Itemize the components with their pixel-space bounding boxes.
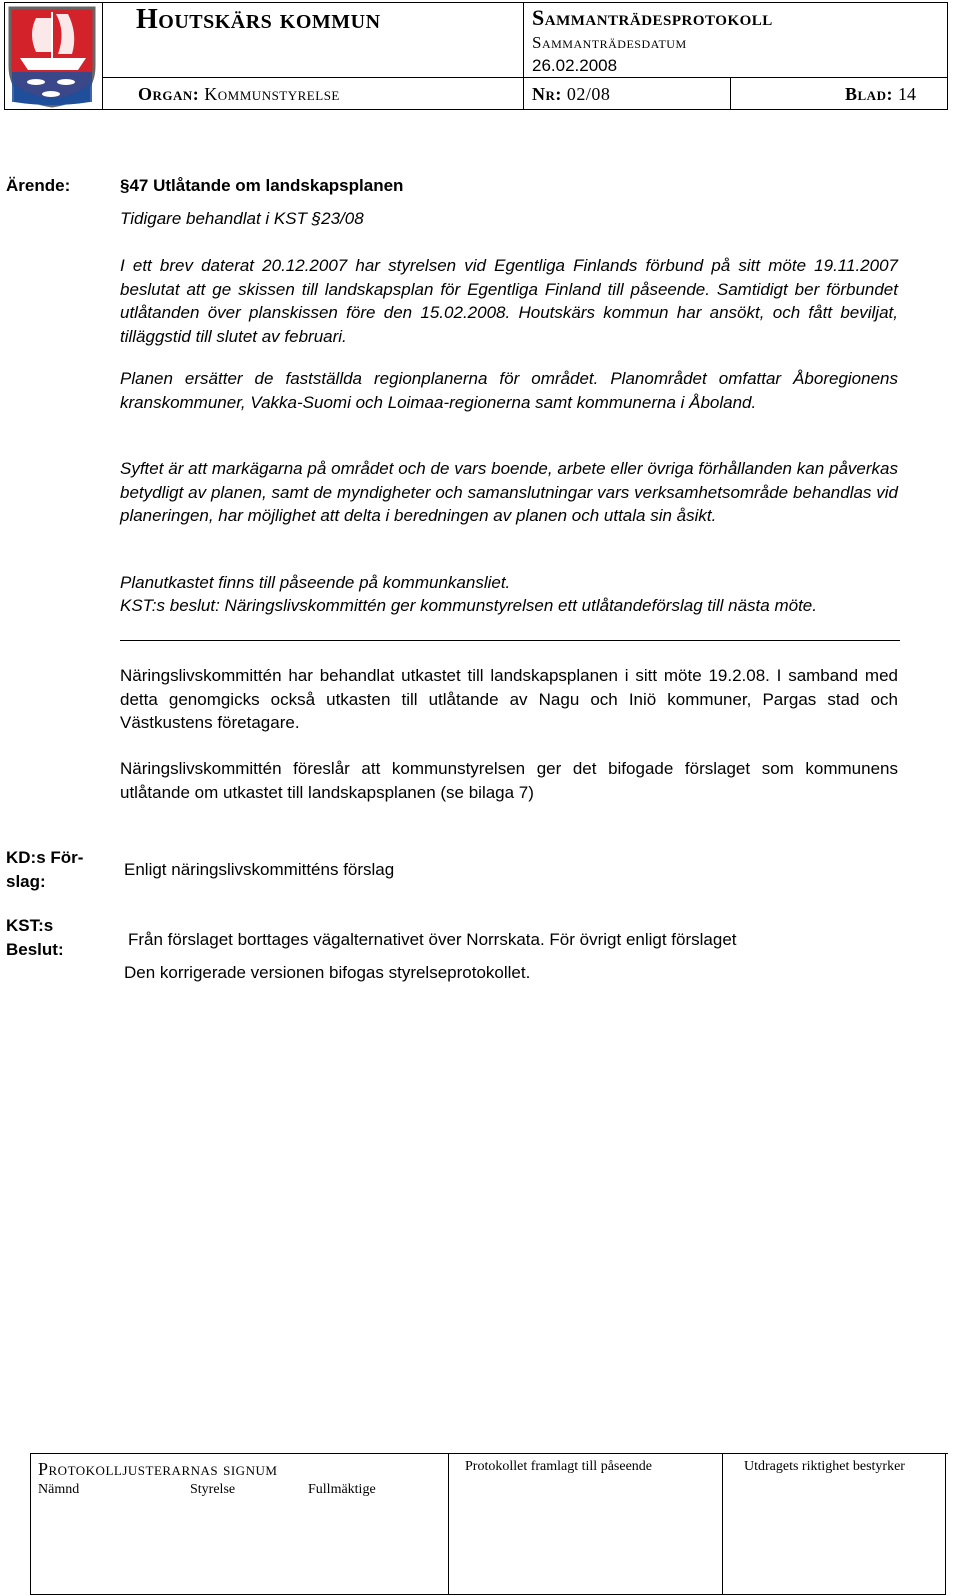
utdrag-label: Utdragets riktighet bestyrker <box>744 1459 905 1474</box>
meeting-date-label: Sammanträdesdatum <box>532 33 687 52</box>
signum-namnd: Nämnd <box>38 1482 80 1497</box>
document-type: Sammanträdesprotokoll <box>532 5 773 30</box>
kst-label <box>6 914 64 962</box>
footer-divider <box>448 1453 449 1594</box>
kst-decision-text-1: Från förslaget borttages vägalternativet över Norrskata. För övrigt enligt förslaget <box>128 930 737 949</box>
organ-value: Kommunstyrelse <box>204 84 340 104</box>
footer-bottom-border <box>30 1594 946 1595</box>
background-paragraph-4b: KST:s beslut: Näringslivskommittén ger kommunstyrelsen ett utlåtandeförslag till nästa möte. <box>120 596 817 615</box>
background-paragraph-3: Syftet är att markägarna på området och de vars boende, arbete eller övriga förhållanden kan påverkas betydligt av planen, samt de myndigheter och samanslutningar vars verksamhetsområde behandlas vid planeringen, har möjlighet att delta i beredningen av planen och uttala sin åsikt. <box>120 459 898 525</box>
signum-heading: Protokolljusterarnas signum <box>38 1459 278 1479</box>
signum-fullmaktige: Fullmäktige <box>308 1482 376 1497</box>
header-divider <box>730 77 731 110</box>
kd-label <box>6 846 83 894</box>
previous-handling: Tidigare behandlat i KST §23/08 <box>120 209 364 228</box>
kst-label-line-2: Beslut: <box>6 940 64 959</box>
organ-label: Organ: <box>138 84 200 104</box>
footer-top-border <box>30 1453 948 1454</box>
nr-label: Nr: <box>532 84 562 104</box>
arende-label: Ärende: <box>6 176 71 195</box>
nr-value: 02/08 <box>566 84 611 104</box>
header-divider <box>523 2 524 110</box>
committee-paragraph-2: Näringslivskommittén föreslår att kommunstyrelsen ger det bifogade förslaget som kommunens utlåtande om utkastet till landskapsplanen (se bilaga 7) <box>120 759 898 802</box>
blad-field <box>845 80 916 108</box>
organ-field <box>138 80 340 108</box>
signum-styrelse: Styrelse <box>190 1482 236 1497</box>
kst-decision-text-2: Den korrigerade versionen bifogas styrelseprotokollet. <box>124 963 531 982</box>
kd-label-line-1: KD:s För- <box>6 848 84 867</box>
blad-value: 14 <box>897 84 916 104</box>
header-divider <box>102 2 103 110</box>
background-paragraph-1: I ett brev daterat 20.12.2007 har styrelsen vid Egentliga Finlands förbund på sitt möte 19.11.2007 beslutat att ge skissen till landskapsplan för Egentliga Finland till påseende. Samtidigt ber förbundet utlåtanden över planskissen före den 15.02.2008. Houtskärs kommun har ansökt, och fått beviljat, tilläggstid till slutet av februari. <box>120 256 898 346</box>
background-paragraph-2: Planen ersätter de fastställda regionplanerna för området. Planområdet omfattar Åboregionens kranskommuner, Vakka-Suomi och Loimaa-regionerna samt kommunerna i Åboland. <box>120 369 898 412</box>
background-paragraph-4a: Planutkastet finns till påseende på kommunkansliet. <box>120 573 511 592</box>
header-divider <box>102 77 948 78</box>
footer-divider <box>945 1453 946 1594</box>
kd-proposal-text: Enligt näringslivskommitténs förslag <box>124 860 395 879</box>
kst-label-line-1: KST:s <box>6 916 54 935</box>
kd-label-line-2: slag: <box>6 872 46 891</box>
framlagt-label: Protokollet framlagt till påseende <box>465 1459 653 1474</box>
section-separator <box>120 640 900 641</box>
meeting-date: 26.02.2008 <box>532 56 618 75</box>
nr-field <box>532 80 610 108</box>
blad-label: Blad: <box>845 84 893 104</box>
coat-of-arms-icon <box>6 4 98 108</box>
committee-paragraph-1: Näringslivskommittén har behandlat utkastet till landskapsplanen i sitt möte 19.2.08. I samband med detta genomgicks också utkasten till utlåtande av Nagu och Iniö kommuner, Pargas stad och Västkustens företagare. <box>120 666 898 732</box>
arende-title: §47 Utlåtande om landskapsplanen <box>120 176 404 195</box>
footer-divider <box>722 1453 723 1594</box>
footer-divider <box>30 1453 31 1594</box>
municipality-name: Houtskärs kommun <box>136 4 381 35</box>
